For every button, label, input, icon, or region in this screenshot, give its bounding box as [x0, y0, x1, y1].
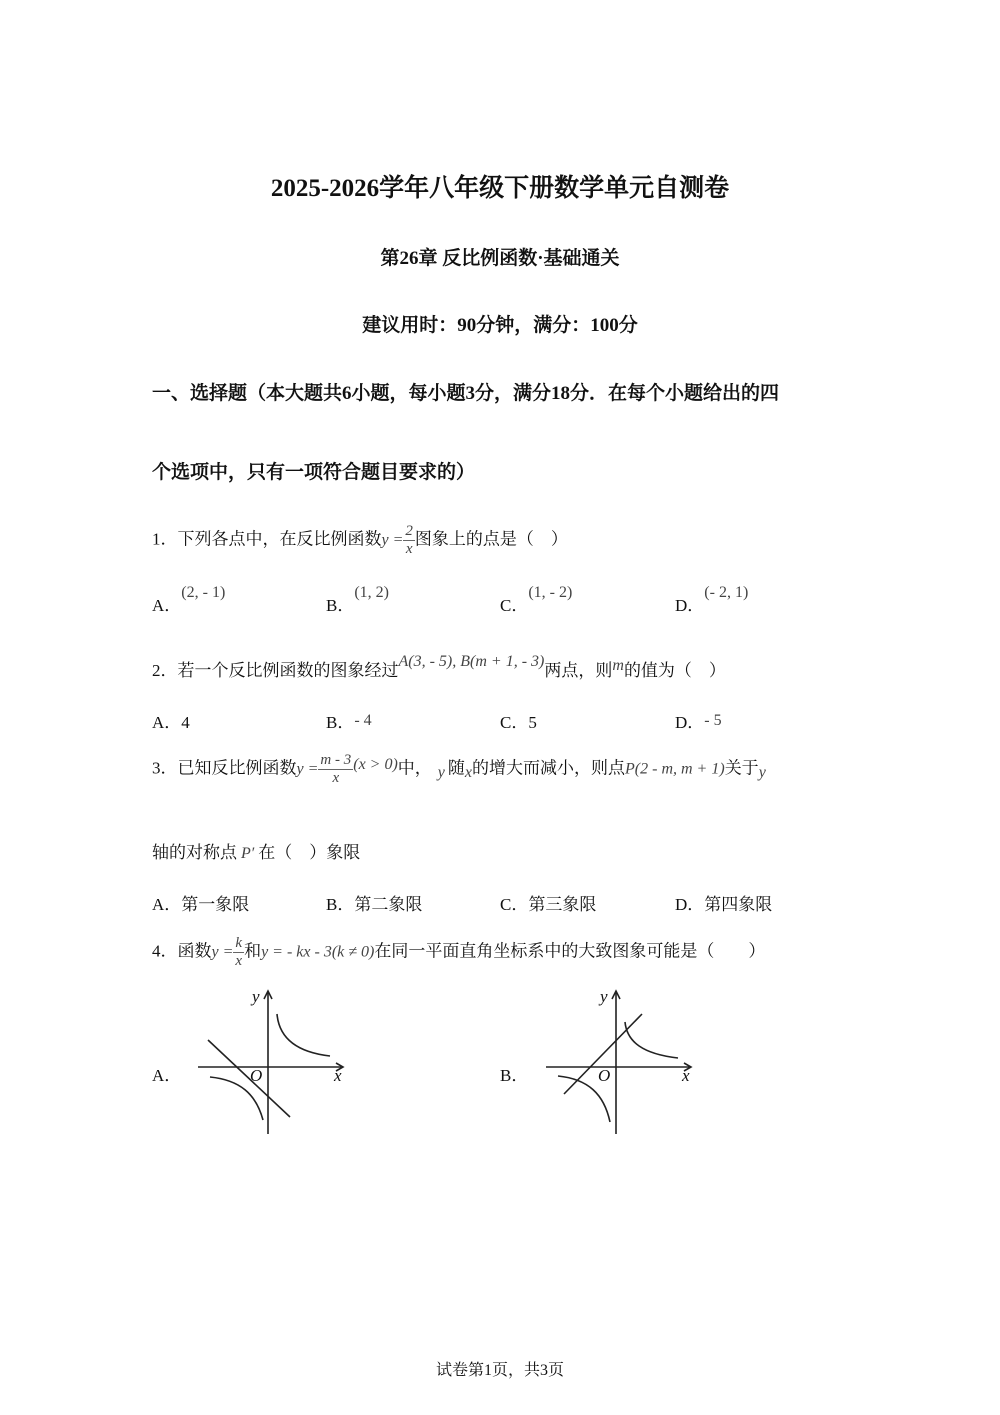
- option-value: (- 2, 1): [704, 584, 749, 601]
- y-axis-label: y: [252, 987, 260, 1006]
- hyperbola-branch-q1: [625, 1022, 678, 1058]
- question-2: [152, 653, 726, 681]
- math-expression: y =: [211, 943, 234, 961]
- fraction-denominator: x: [235, 953, 243, 969]
- math-variable: y: [437, 764, 445, 782]
- option-value: (1, 2): [354, 584, 389, 601]
- question-text: 的增大而减小，则点: [472, 758, 626, 778]
- hyperbola-branch-q1: [277, 1014, 330, 1056]
- question-1: [152, 523, 568, 558]
- option-value: (2, - 1): [181, 584, 226, 601]
- question-text: 轴的对称点: [152, 843, 237, 862]
- section-heading-line2: 个选项中，只有一项符合题目要求的）: [152, 462, 476, 483]
- math-expression: y = - kx - 3(k ≠ 0): [261, 943, 375, 961]
- section-heading-line1: 一、选择题（本大题共6小题，每小题3分，满分18分．在每个小题给出的四: [152, 383, 780, 404]
- option-value: 第三象限: [528, 895, 597, 914]
- question-text: 若一个反比例函数的图象经过: [177, 661, 399, 680]
- option-value: 第四象限: [704, 895, 773, 914]
- option-label: B．: [326, 895, 355, 914]
- question-text: 下列各点中，在反比例函数: [177, 529, 382, 549]
- q2-option-d[interactable]: [675, 708, 722, 733]
- q1-option-c[interactable]: [500, 584, 573, 616]
- q3-option-a[interactable]: [152, 890, 249, 915]
- question-text: 已知反比例函数: [177, 758, 297, 778]
- question-text: 图象上的点是（ ）: [414, 529, 568, 549]
- option-label: C．: [500, 596, 529, 615]
- option-value: 5: [528, 713, 537, 732]
- option-label: A．: [152, 596, 182, 615]
- q2-option-b[interactable]: [326, 708, 372, 733]
- origin-label: O: [250, 1066, 263, 1085]
- question-text: 的值为（ ）: [623, 661, 726, 680]
- question-number: 1．: [152, 529, 178, 549]
- math-condition: (x > 0): [353, 756, 398, 774]
- math-variable: m: [612, 657, 624, 674]
- q1-option-d[interactable]: [675, 584, 749, 616]
- option-label: C．: [500, 895, 529, 914]
- question-number: 4．: [152, 941, 178, 961]
- time-info: 建议用时：90分钟，满分：100分: [362, 315, 638, 336]
- option-label: B．: [326, 596, 355, 615]
- math-expression: A(3, - 5), B(m + 1, - 3): [398, 653, 545, 670]
- math-expression: P(2 - m, m + 1): [625, 760, 725, 778]
- fraction-numerator: m - 3: [320, 752, 352, 768]
- question-text: 在同一平面直角坐标系中的大致图象可能是（ ）: [374, 941, 766, 961]
- question-3-line2: [152, 838, 360, 863]
- graph-option-a: [190, 982, 360, 1142]
- option-label: D．: [675, 895, 705, 914]
- question-text: 中，: [397, 758, 432, 778]
- math-variable: P′: [241, 845, 255, 862]
- page-title: 2025-2026学年八年级下册数学单元自测卷: [270, 175, 730, 202]
- origin-label: O: [598, 1066, 611, 1085]
- math-expression: y =: [296, 760, 319, 778]
- math-variable: x: [464, 764, 473, 782]
- option-label: D．: [675, 596, 705, 615]
- question-number: 3．: [152, 758, 178, 778]
- option-label: B．: [500, 1066, 529, 1085]
- question-text: 在（ ）象限: [258, 843, 361, 862]
- graph-option-b: [538, 982, 708, 1142]
- question-text: 函数: [177, 941, 212, 961]
- option-label: A．: [152, 713, 182, 732]
- option-label: C．: [500, 713, 529, 732]
- fraction-numerator: k: [235, 935, 243, 951]
- chapter-subtitle: 第26章 反比例函数·基础通关: [380, 248, 620, 269]
- fraction-denominator: x: [332, 770, 340, 786]
- q3-option-d[interactable]: [675, 890, 772, 915]
- q2-option-a[interactable]: [152, 708, 190, 733]
- q3-option-c[interactable]: [500, 890, 596, 915]
- question-3: [152, 752, 766, 787]
- fraction: [318, 752, 353, 787]
- q4-option-a[interactable]: [152, 1061, 181, 1086]
- option-value: 4: [181, 713, 190, 732]
- option-value: 第二象限: [354, 895, 423, 914]
- question-4: [152, 935, 765, 970]
- q3-option-b[interactable]: [326, 890, 422, 915]
- option-label: D．: [675, 713, 705, 732]
- x-axis-label: x: [682, 1066, 690, 1085]
- fraction: [233, 935, 244, 970]
- question-text: 随: [447, 758, 465, 778]
- y-axis-label: y: [600, 987, 608, 1006]
- option-label: A．: [152, 1066, 182, 1085]
- option-value: - 4: [354, 712, 372, 729]
- math-expression: y =: [381, 531, 404, 549]
- x-axis-label: x: [334, 1066, 342, 1085]
- fraction-denominator: x: [405, 541, 413, 557]
- q1-option-a[interactable]: [152, 584, 226, 616]
- question-number: 2．: [152, 661, 178, 680]
- option-label: B．: [326, 713, 355, 732]
- page-footer: 试卷第1页，共3页: [435, 1362, 564, 1379]
- question-text: 两点，则: [544, 661, 613, 680]
- option-value: (1, - 2): [528, 584, 573, 601]
- question-text: 关于: [724, 758, 759, 778]
- q4-option-b[interactable]: [500, 1061, 528, 1086]
- fraction: [403, 523, 415, 558]
- q2-option-c[interactable]: [500, 708, 537, 733]
- math-variable: y: [758, 764, 766, 782]
- question-text: 和: [244, 941, 262, 961]
- q1-option-b[interactable]: [326, 584, 389, 616]
- option-label: A．: [152, 895, 182, 914]
- option-value: 第一象限: [181, 895, 250, 914]
- option-value: - 5: [704, 712, 722, 729]
- fraction-numerator: 2: [405, 523, 413, 539]
